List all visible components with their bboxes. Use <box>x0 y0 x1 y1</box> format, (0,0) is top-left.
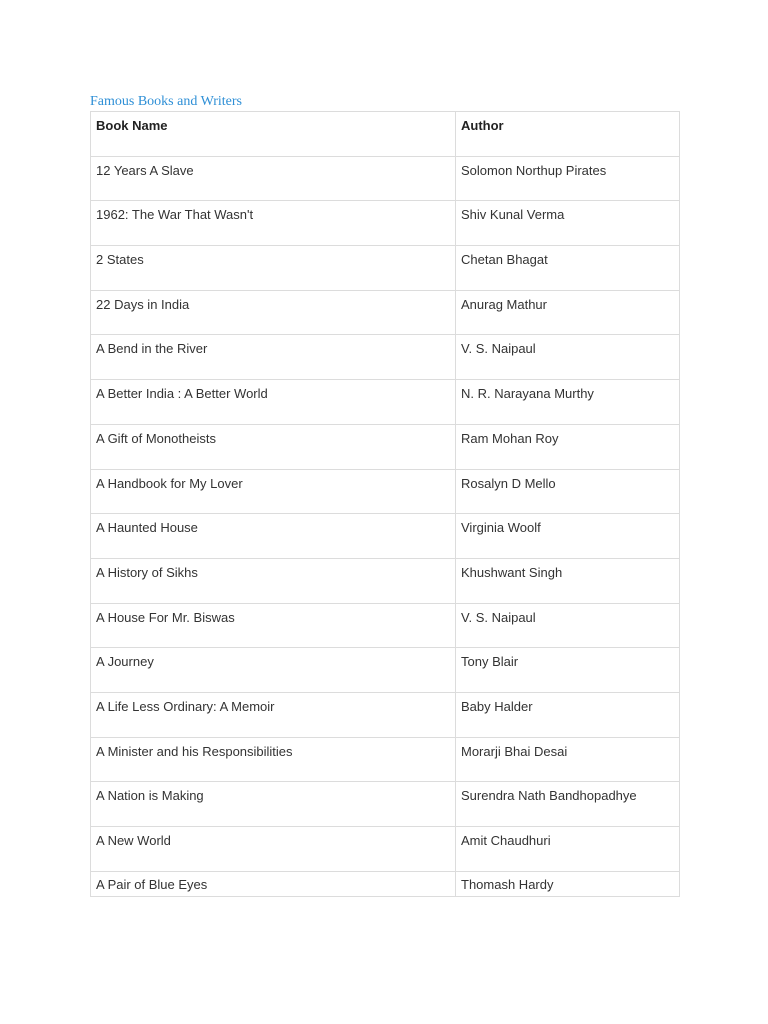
author-cell: Baby Halder <box>456 692 680 737</box>
table-row <box>91 514 680 559</box>
book-name-cell: A Bend in the River <box>91 335 456 380</box>
book-name-cell: A Haunted House <box>91 514 456 559</box>
author-cell: Rosalyn D Mello <box>456 469 680 514</box>
table-row <box>91 603 680 648</box>
table-row <box>91 156 680 201</box>
author-cell: N. R. Narayana Murthy <box>456 380 680 425</box>
author-cell: Chetan Bhagat <box>456 246 680 291</box>
books-table <box>90 111 680 897</box>
author-cell: Solomon Northup Pirates <box>456 156 680 201</box>
book-name-cell: A House For Mr. Biswas <box>91 603 456 648</box>
table-row <box>91 335 680 380</box>
book-name-cell: A Gift of Monotheists <box>91 424 456 469</box>
book-name-cell: A Nation is Making <box>91 782 456 827</box>
author-cell: V. S. Naipaul <box>456 335 680 380</box>
column-header-book-name: Book Name <box>91 112 456 157</box>
book-name-cell: 12 Years A Slave <box>91 156 456 201</box>
table-row <box>91 469 680 514</box>
document-title: Famous Books and Writers <box>90 94 243 109</box>
author-cell: Anurag Mathur <box>456 290 680 335</box>
book-name-cell: A History of Sikhs <box>91 558 456 603</box>
table-row <box>91 648 680 693</box>
book-name-cell: A Handbook for My Lover <box>91 469 456 514</box>
author-cell: Surendra Nath Bandhopadhye <box>456 782 680 827</box>
table-row <box>91 424 680 469</box>
table-row <box>91 871 680 896</box>
author-cell: V. S. Naipaul <box>456 603 680 648</box>
table-row <box>91 692 680 737</box>
table-row <box>91 290 680 335</box>
author-cell: Amit Chaudhuri <box>456 827 680 872</box>
table-row <box>91 201 680 246</box>
table-row <box>91 827 680 872</box>
author-cell: Shiv Kunal Verma <box>456 201 680 246</box>
book-name-cell: A Pair of Blue Eyes <box>91 871 456 896</box>
table-row <box>91 246 680 291</box>
table-row <box>91 558 680 603</box>
book-name-cell: A New World <box>91 827 456 872</box>
author-cell: Thomash Hardy <box>456 871 680 896</box>
book-name-cell: 2 States <box>91 246 456 291</box>
table-row <box>91 380 680 425</box>
book-name-cell: A Better India : A Better World <box>91 380 456 425</box>
author-cell: Ram Mohan Roy <box>456 424 680 469</box>
table-header-row <box>91 112 680 157</box>
author-cell: Virginia Woolf <box>456 514 680 559</box>
author-cell: Tony Blair <box>456 648 680 693</box>
table-row <box>91 782 680 827</box>
book-name-cell: A Life Less Ordinary: A Memoir <box>91 692 456 737</box>
book-name-cell: A Minister and his Responsibilities <box>91 737 456 782</box>
column-header-author: Author <box>456 112 680 157</box>
book-name-cell: 1962: The War That Wasn't <box>91 201 456 246</box>
author-cell: Morarji Bhai Desai <box>456 737 680 782</box>
table-row <box>91 737 680 782</box>
book-name-cell: A Journey <box>91 648 456 693</box>
book-name-cell: 22 Days in India <box>91 290 456 335</box>
author-cell: Khushwant Singh <box>456 558 680 603</box>
